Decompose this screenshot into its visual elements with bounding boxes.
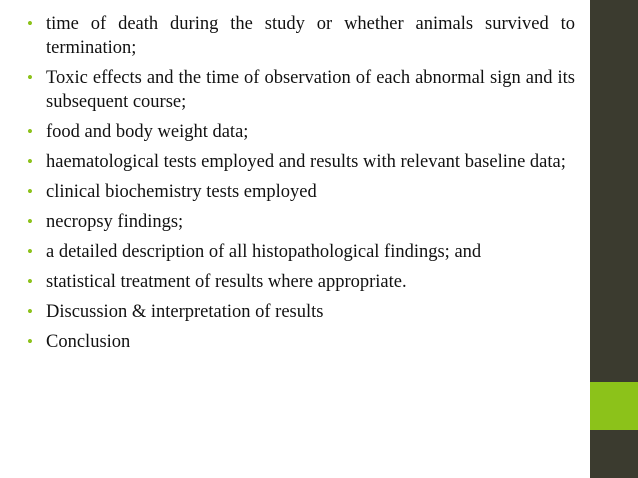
- bullet-text: statistical treatment of results where appropriate.: [46, 272, 407, 292]
- bullet-text: Toxic effects and the time of observation of each abnormal sign and its subsequent course;: [46, 68, 575, 112]
- bullet-item: [27, 330, 575, 354]
- bullet-icon: •: [27, 242, 33, 261]
- bullet-icon: •: [27, 302, 33, 321]
- bullet-item: [27, 66, 575, 114]
- bullet-icon: •: [27, 14, 33, 33]
- bullet-item: [27, 240, 575, 264]
- bullet-text: clinical biochemistry tests employed: [46, 182, 317, 202]
- bullet-icon: •: [27, 212, 33, 231]
- bullet-text: Discussion & interpretation of results: [46, 302, 324, 322]
- bullet-text: time of death during the study or whether animals survived to termination;: [46, 14, 575, 58]
- bullet-icon: •: [27, 182, 33, 201]
- bullet-icon: •: [27, 68, 33, 87]
- bullet-item: [27, 270, 575, 294]
- bullet-item: [27, 150, 575, 174]
- bullet-icon: •: [27, 122, 33, 141]
- bullet-list: [27, 12, 575, 354]
- bullet-text: Conclusion: [46, 332, 131, 352]
- bullet-icon: •: [27, 332, 33, 351]
- accent-block: [590, 382, 638, 430]
- bullet-text: necropsy findings;: [46, 212, 184, 232]
- bullet-item: [27, 180, 575, 204]
- bullet-item: [27, 210, 575, 234]
- bullet-text: food and body weight data;: [46, 122, 249, 142]
- bullet-icon: •: [27, 272, 33, 291]
- slide-content: [27, 12, 575, 360]
- bullet-item: [27, 12, 575, 60]
- bullet-item: [27, 300, 575, 324]
- bullet-text: haematological tests employed and results with relevant baseline data;: [46, 152, 566, 172]
- bullet-text: a detailed description of all histopathological findings; and: [46, 242, 482, 262]
- bullet-icon: •: [27, 152, 33, 171]
- bullet-item: [27, 120, 575, 144]
